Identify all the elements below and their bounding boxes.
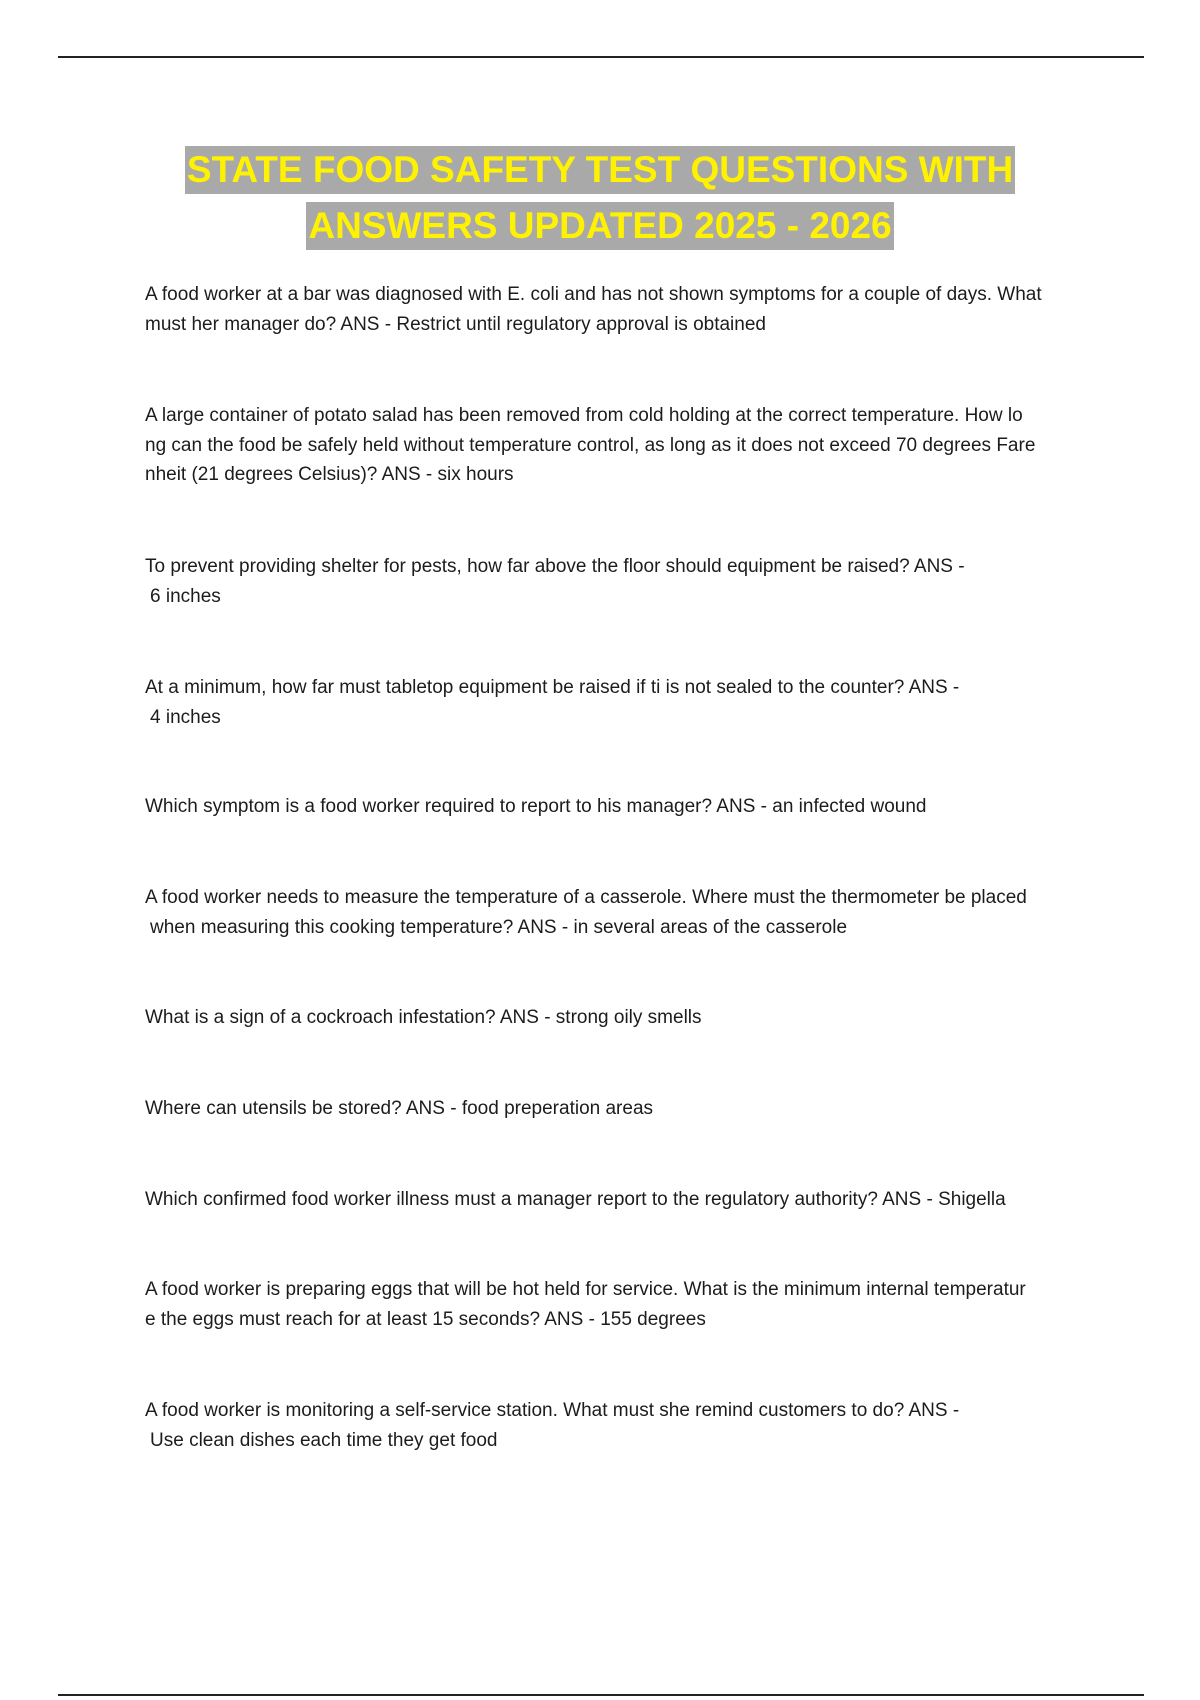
footer-rule — [58, 1694, 1144, 1696]
qa-line: 4 inches — [150, 706, 221, 728]
qa-item — [145, 1275, 1105, 1334]
qa-line: 6 inches — [150, 585, 221, 607]
qa-line: A food worker is preparing eggs that will be hot held for service. What is the minimum internal temperatur — [145, 1279, 1026, 1300]
qa-line: A large container of potato salad has been removed from cold holding at the correct temperature. How lo — [145, 405, 1023, 426]
qa-item — [145, 792, 1105, 822]
title-line: ANSWERS UPDATED 2025 - 2026 — [306, 202, 893, 250]
qa-line: e the eggs must reach for at least 15 seconds? ANS - 155 degrees — [145, 1308, 706, 1330]
qa-item — [145, 1396, 1105, 1455]
qa-line: A food worker is monitoring a self-service station. What must she remind customers to do? ANS - — [145, 1400, 960, 1421]
title-line: STATE FOOD SAFETY TEST QUESTIONS WITH — [185, 146, 1015, 194]
qa-line: At a minimum, how far must tabletop equipment be raised if ti is not sealed to the counter? ANS - — [145, 677, 960, 698]
qa-item — [145, 401, 1105, 490]
qa-item — [145, 883, 1105, 942]
qa-item — [145, 552, 1105, 611]
qa-line: nheit (21 degrees Celsius)? ANS - six hours — [145, 464, 514, 485]
qa-line: What is a sign of a cockroach infestation? ANS - strong oily smells — [145, 1007, 702, 1028]
qa-item — [145, 1003, 1105, 1033]
document-title — [60, 146, 1140, 258]
header-rule — [58, 56, 1144, 58]
qa-line: ng can the food be safely held without temperature control, as long as it does not exceed 70 degrees Fare — [145, 434, 1036, 456]
qa-line: A food worker needs to measure the temperature of a casserole. Where must the thermometer be placed — [145, 887, 1027, 908]
qa-line: Which confirmed food worker illness must a manager report to the regulatory authority? ANS - Shigella — [145, 1189, 1006, 1210]
qa-item — [145, 1185, 1105, 1215]
qa-line: must her manager do? ANS - Restrict until regulatory approval is obtained — [145, 313, 766, 335]
qa-line: Use clean dishes each time they get food — [150, 1429, 498, 1451]
qa-item — [145, 1094, 1105, 1124]
qa-item — [145, 280, 1105, 339]
qa-line: To prevent providing shelter for pests, how far above the floor should equipment be raised? ANS - — [145, 556, 965, 577]
qa-line: A food worker at a bar was diagnosed with E. coli and has not shown symptoms for a couple of days. What — [145, 284, 1042, 305]
qa-line: Where can utensils be stored? ANS - food preperation areas — [145, 1098, 654, 1119]
qa-line: Which symptom is a food worker required to report to his manager? ANS - an infected wound — [145, 796, 927, 817]
qa-line: when measuring this cooking temperature? ANS - in several areas of the casserole — [150, 916, 848, 938]
qa-item — [145, 673, 1105, 732]
